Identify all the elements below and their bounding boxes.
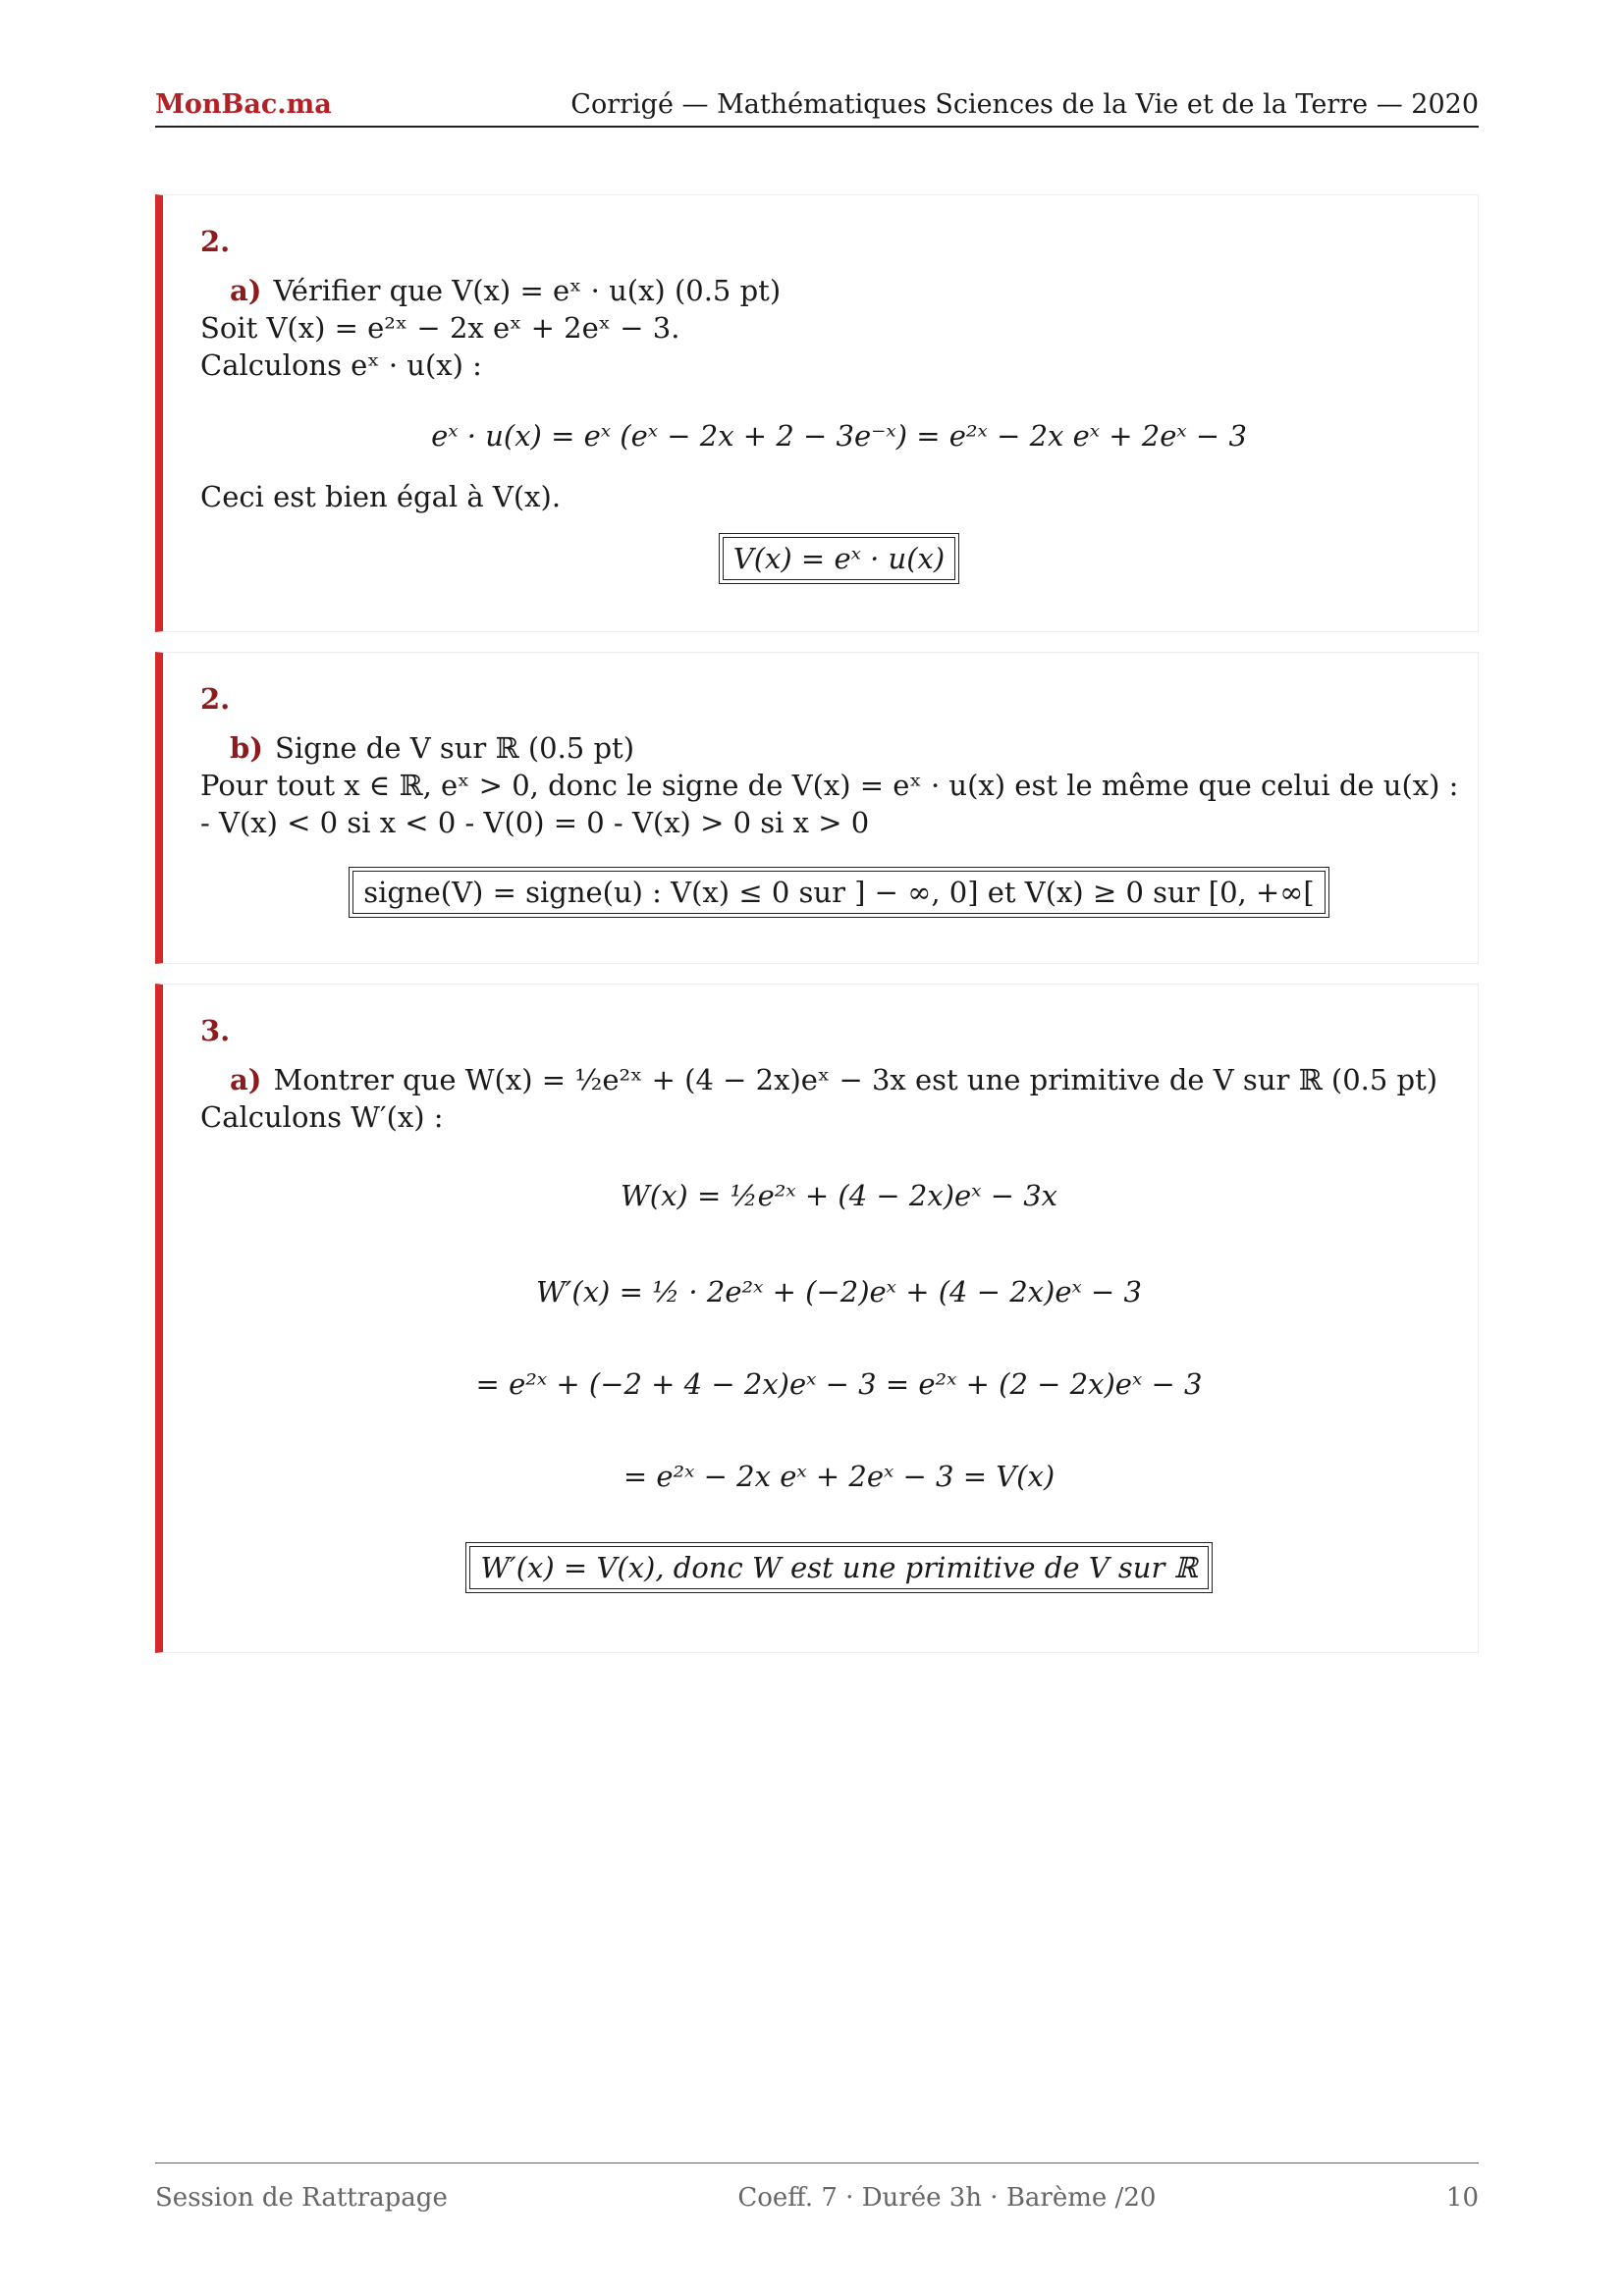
exercise-card-2b [155, 652, 1479, 964]
text-line: - V(x) < 0 si x < 0 - V(0) = 0 - V(x) > 0 si x > 0 [200, 806, 870, 839]
sub-question-text: Signe de V sur ℝ (0.5 pt) [275, 731, 635, 765]
text-line: Calculons eˣ · u(x) : [200, 348, 482, 382]
text-line: Soit V(x) = e²ˣ − 2x eˣ + 2eˣ − 3. [200, 311, 680, 345]
sub-question-label: a) [230, 1063, 262, 1096]
page-number: 10 [1445, 2183, 1479, 2213]
brand-logo-text: MonBac.ma [155, 89, 332, 120]
result-box [200, 867, 1478, 918]
page-header [155, 90, 1479, 128]
exercise-card-3a [155, 984, 1479, 1653]
document-title: Corrigé — Mathématiques Sciences de la Vie et de la Terre — 2020 [570, 89, 1479, 120]
result-box [200, 533, 1478, 584]
question-number: 2. [200, 682, 231, 716]
text-line: Ceci est bien égal à V(x). [200, 480, 562, 513]
display-equation: = e²ˣ + (−2 + 4 − 2x)eˣ − 3 = e²ˣ + (2 − 2x)eˣ − 3 [475, 1367, 1203, 1401]
result-box [200, 1542, 1478, 1593]
exercise-card-2a [155, 194, 1479, 632]
question-heading [200, 1061, 1478, 1098]
question-number: 3. [200, 1014, 231, 1047]
sub-question-label: a) [230, 274, 262, 307]
question-heading [200, 729, 1478, 767]
result-formula: V(x) = eˣ · u(x) [723, 537, 955, 580]
sub-question-text: Montrer que W(x) = ½e²ˣ + (4 − 2x)eˣ − 3x est une primitive de V sur ℝ (0.5 pt) [273, 1063, 1438, 1096]
question-number: 2. [200, 225, 231, 258]
page-footer [155, 2163, 1479, 2213]
sub-question-text: Vérifier que V(x) = eˣ · u(x) (0.5 pt) [273, 274, 782, 307]
display-equation: W(x) = ½e²ˣ + (4 − 2x)eˣ − 3x [620, 1179, 1058, 1212]
result-formula: W′(x) = V(x), donc W est une primitive de V sur ℝ [469, 1546, 1208, 1589]
display-equation: = e²ˣ − 2x eˣ + 2eˣ − 3 = V(x) [623, 1460, 1056, 1493]
text-line: Calculons W′(x) : [200, 1100, 444, 1134]
display-equation: W′(x) = ½ · 2e²ˣ + (−2)eˣ + (4 − 2x)eˣ − 3 [536, 1275, 1142, 1308]
display-equation: eˣ · u(x) = eˣ (eˣ − 2x + 2 − 3e⁻ˣ) = e²ˣ − 2x eˣ + 2eˣ − 3 [431, 419, 1247, 453]
footer-info: Coeff. 7 · Durée 3h · Barème /20 [737, 2183, 1157, 2213]
result-formula: signe(V) = signe(u) : V(x) ≤ 0 sur ] − ∞, 0] et V(x) ≥ 0 sur [0, +∞[ [352, 871, 1326, 914]
question-heading [200, 272, 1478, 309]
text-line: Pour tout x ∈ ℝ, eˣ > 0, donc le signe de V(x) = eˣ · u(x) est le même que celui de u(x) : [200, 769, 1459, 802]
sub-question-label: b) [230, 731, 263, 765]
footer-session: Session de Rattrapage [155, 2183, 448, 2213]
